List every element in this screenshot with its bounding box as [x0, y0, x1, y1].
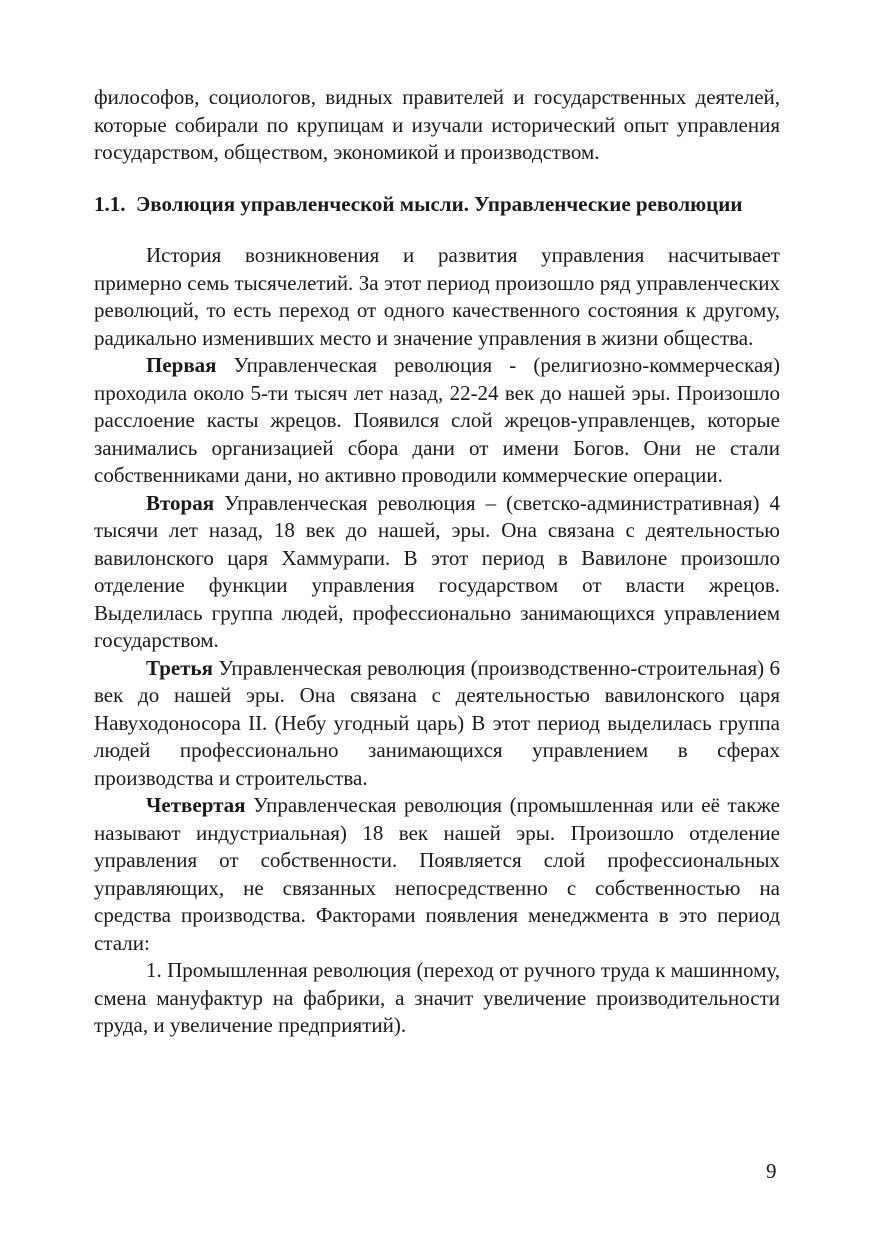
- second-revolution-paragraph: [94, 490, 780, 655]
- section-number: 1.1.: [94, 191, 126, 216]
- second-revolution-label: Вторая: [146, 490, 215, 515]
- fourth-revolution-label: Четвертая: [146, 793, 246, 817]
- first-revolution-paragraph: [94, 352, 780, 490]
- fourth-revolution-paragraph: [94, 792, 780, 957]
- intro-paragraph: философов, социологов, видных правителей и государственных деятелей, которые собирали по крупицам и изучали исторический опыт управления государством, обществом, экономикой и производством.: [94, 85, 780, 164]
- section-title: Эволюция управленческой мысли. Управленческие революции: [136, 191, 743, 216]
- third-revolution-paragraph: [94, 655, 780, 793]
- third-revolution-text: Управленческая революция (производственно-строительная) 6 век до нашей эры. Она связана с деятельностью вавилонского царя Навуходоносора II. (Небу угодный царь) В этот период выделилась группа людей профессионально занимающихся управлением в сферах производства и строительства.: [94, 655, 780, 790]
- first-revolution-label: Первая: [146, 353, 217, 377]
- history-paragraph: История возникновения и развития управления насчитывает примерно семь тысячелетий. За этот период произошло ряд управленческих революций, то есть переход от одного качественного состояния к другому, радикально изменивших место и значение управления в жизни общества.: [94, 243, 780, 350]
- page-body: [94, 84, 780, 1040]
- page-number: 9: [766, 1159, 777, 1183]
- second-revolution-text: Управленческая революция – (светско-административная) 4 тысячи лет назад, 18 век до нашей, эры. Она связана с деятельностью вавилонского царя Хаммурапи. В этот период в Вавилоне произошло отделение функции управления государством от власти жрецов. Выделилась группа людей, профессионально занимающихся управлением государством.: [94, 490, 780, 652]
- fourth-revolution-text: Управленческая революция (промышленная или её также называют индустриальная) 18 век нашей эры. Произошло отделение управления от собственности. Появляется слой профессиональных управляющих, не связанных непосредственно с собственностью на средства производства. Факторами появления менеджмента в это период стали:: [94, 793, 780, 955]
- section-heading: [94, 191, 780, 219]
- first-revolution-text: Управленческая революция - (религиозно-коммерческая) проходила около 5-ти тысяч лет назад, 22-24 век до нашей эры. Произошло расслоение касты жрецов. Появился слой жрецов-управленцев, которые занимались организацией сбора дани от имени Богов. Они не стали собственниками дани, но активно проводили коммерческие операции.: [94, 353, 780, 487]
- list-item: 1. Промышленная революция (переход от ручного труда к машинному, смена мануфактур на фабрики, а значит увеличение производительности труда, и увеличение предприятий).: [94, 958, 780, 1037]
- third-revolution-label: Третья: [146, 655, 213, 680]
